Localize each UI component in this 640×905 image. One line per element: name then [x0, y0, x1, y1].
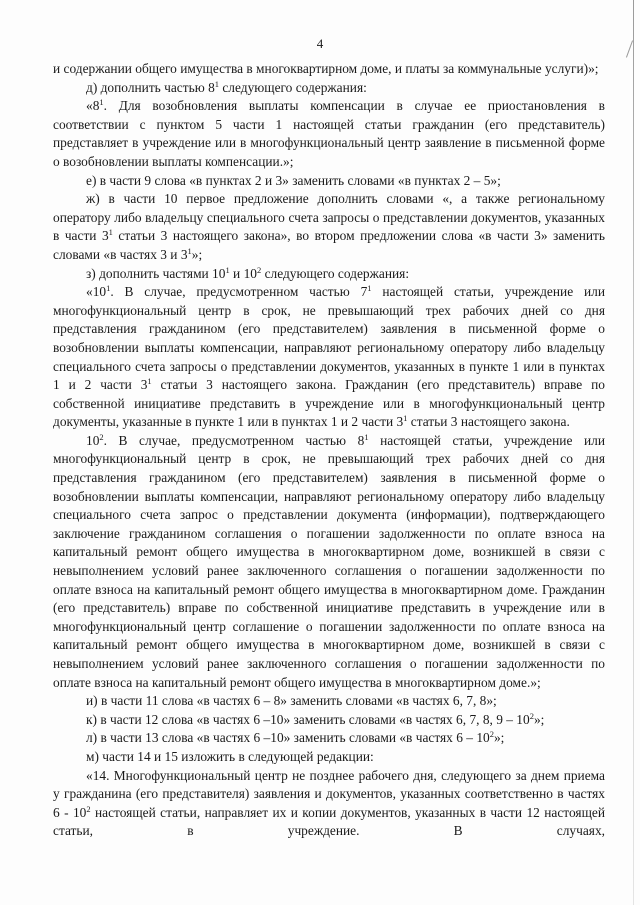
text-run: следующего содержания: — [219, 79, 367, 95]
text-run: «8 — [86, 98, 100, 114]
paragraph-p11 — [53, 729, 605, 748]
paragraph-p6 — [53, 265, 605, 284]
text-run: настоящей статьи, учреждение или многофункциональный центр в срок, не превышающий трех рабочих дней со дня представления гражданином (его представителем) заявления в письменной форме о возобновлении выплаты компенсации, направляют региональному оператору либо владельцу специального счета запрос о представлении документа (информации), подтверждающего заключение гражданином соглашения о погашении задолженности по оплате взноса на капитальный ремонт общего имущества в многоквартирном доме, возникшей в связи с невыполнением условий ранее заключенного соглашения о погашении задолженности по оплате взноса на капитальный ремонт общего имущества в многоквартирном доме. Гражданин (его представитель) вправе по собственной инициативе представить в учреждение или в многофункциональный центр соглашение о погашении задолженности по оплате взноса на капитальный ремонт общего имущества в многоквартирном доме, возникшей в связи с невыполнением условий ранее заключенного соглашения о погашении задолженности по оплате взноса на капитальный ремонт общего имущества в многоквартирном доме.»; — [53, 432, 605, 690]
superscript: 1 — [187, 245, 192, 256]
text-run: настоящей статьи, учреждение или многофункциональный центр в срок, не превышающий трех рабочих дней со дня представления гражданином (его представителем) заявления в письменной форме о возобновлении выплаты компенсации, направляют региональному оператору либо владельцу специального счета запросы о представлении документов, указанных в пункте 1 или в пунктах 1 и 2 части 3 — [53, 284, 605, 393]
text-run: м) части 14 и 15 изложить в следующей редакции: — [86, 748, 374, 764]
text-run: статьи 3 настоящего закона. — [407, 414, 570, 430]
text-run: статьи 3 настоящего закона. Гражданин (его представитель) вправе по собственной инициативе представить в учреждение или в многофункциональный центр документы, указанные в пункте 1 или в пунктах 1 и 2 части 3 — [53, 377, 605, 430]
text-run: . Для возобновления выплаты компенсации в случае ее приостановления в соответствии с пунктом 5 части 1 настоящей статьи гражданин (его представитель) представляет в учреждение или в многофункциональный центр заявление в письменной форме о возобновлении выплаты компенсации.»; — [53, 98, 605, 169]
superscript: 2 — [256, 264, 262, 275]
scan-edge-line — [633, 0, 634, 905]
superscript: 1 — [364, 431, 369, 442]
document-body — [53, 60, 605, 841]
superscript: 1 — [403, 413, 408, 424]
superscript: 2 — [489, 729, 494, 740]
paragraph-p13 — [53, 767, 605, 841]
superscript: 1 — [99, 97, 104, 108]
text-run: »; — [191, 246, 203, 262]
text-run: и 10 — [229, 265, 257, 281]
text-run: . В случае, предусмотренном частью 8 — [103, 432, 365, 448]
superscript: 1 — [106, 283, 111, 294]
paragraph-p8 — [53, 432, 605, 692]
text-run: и содержании общего имущества в многоквартирном доме, и платы за коммунальные услуги)»; — [53, 61, 599, 76]
text-run: »; — [493, 730, 505, 746]
text-run: к) в части 12 слова «в частях 6 –10» заменить словами «в частях 6, 7, 8, 9 – 10 — [86, 711, 530, 727]
superscript: 1 — [147, 376, 152, 387]
paragraph-p4 — [53, 172, 605, 191]
text-run: д) дополнить частью 8 — [86, 79, 215, 95]
text-run: следующего содержания: — [261, 265, 410, 281]
text-run: з) дополнить частями 10 — [86, 265, 226, 281]
text-run: л) в части 13 слова «в частях 6 –10» заменить словами «в частях 6 – 10 — [86, 730, 490, 746]
superscript: 2 — [529, 710, 534, 721]
paragraph-p9 — [53, 692, 605, 711]
superscript: 2 — [99, 431, 104, 442]
text-run: »; — [533, 711, 545, 727]
text-run: ж) в части 10 первое предложение дополнить словами «, а также региональному оператору либо владельцу специального счета запросы о представлении документов, указанных в части 3 — [53, 191, 605, 244]
text-run: 10 — [86, 432, 100, 448]
paragraph-p3 — [53, 97, 605, 171]
text-run: «10 — [86, 284, 107, 300]
superscript: 1 — [214, 78, 220, 89]
text-run: статьи 3 настоящего закона», во втором предложении слова «в части 3» заменить словами «в частях 3 и 3 — [53, 228, 605, 262]
superscript: 1 — [108, 227, 113, 238]
superscript: 1 — [367, 283, 372, 294]
text-run: настоящей статьи, направляет их и копии документов, указанных в части 12 настоящей статьи, в учреждение. В случаях, — [53, 804, 605, 839]
paragraph-p10 — [53, 711, 605, 730]
paragraph-p5 — [53, 190, 605, 264]
paragraph-p7 — [53, 283, 605, 432]
paragraph-p12 — [53, 748, 605, 767]
page-number: 4 — [316, 36, 324, 51]
text-run: и) в части 11 слова «в частях 6 – 8» заменить словами «в частях 6, 7, 8»; — [86, 693, 497, 709]
paragraph-p1 — [53, 60, 605, 79]
superscript: 2 — [86, 803, 91, 814]
text-run: . В случае, предусмотренном частью 7 — [110, 284, 368, 300]
superscript: 1 — [225, 264, 230, 275]
text-run: е) в части 9 слова «в пунктах 2 и 3» заменить словами «в пунктах 2 – 5»; — [86, 172, 501, 188]
text-run: «14. Многофункциональный центр не позднее рабочего дня, следующего за днем приема у гражданина (его представителя) заявления и документов, указанных соответственно в частях 6 - 10 — [53, 767, 605, 820]
paragraph-p2 — [53, 79, 605, 98]
